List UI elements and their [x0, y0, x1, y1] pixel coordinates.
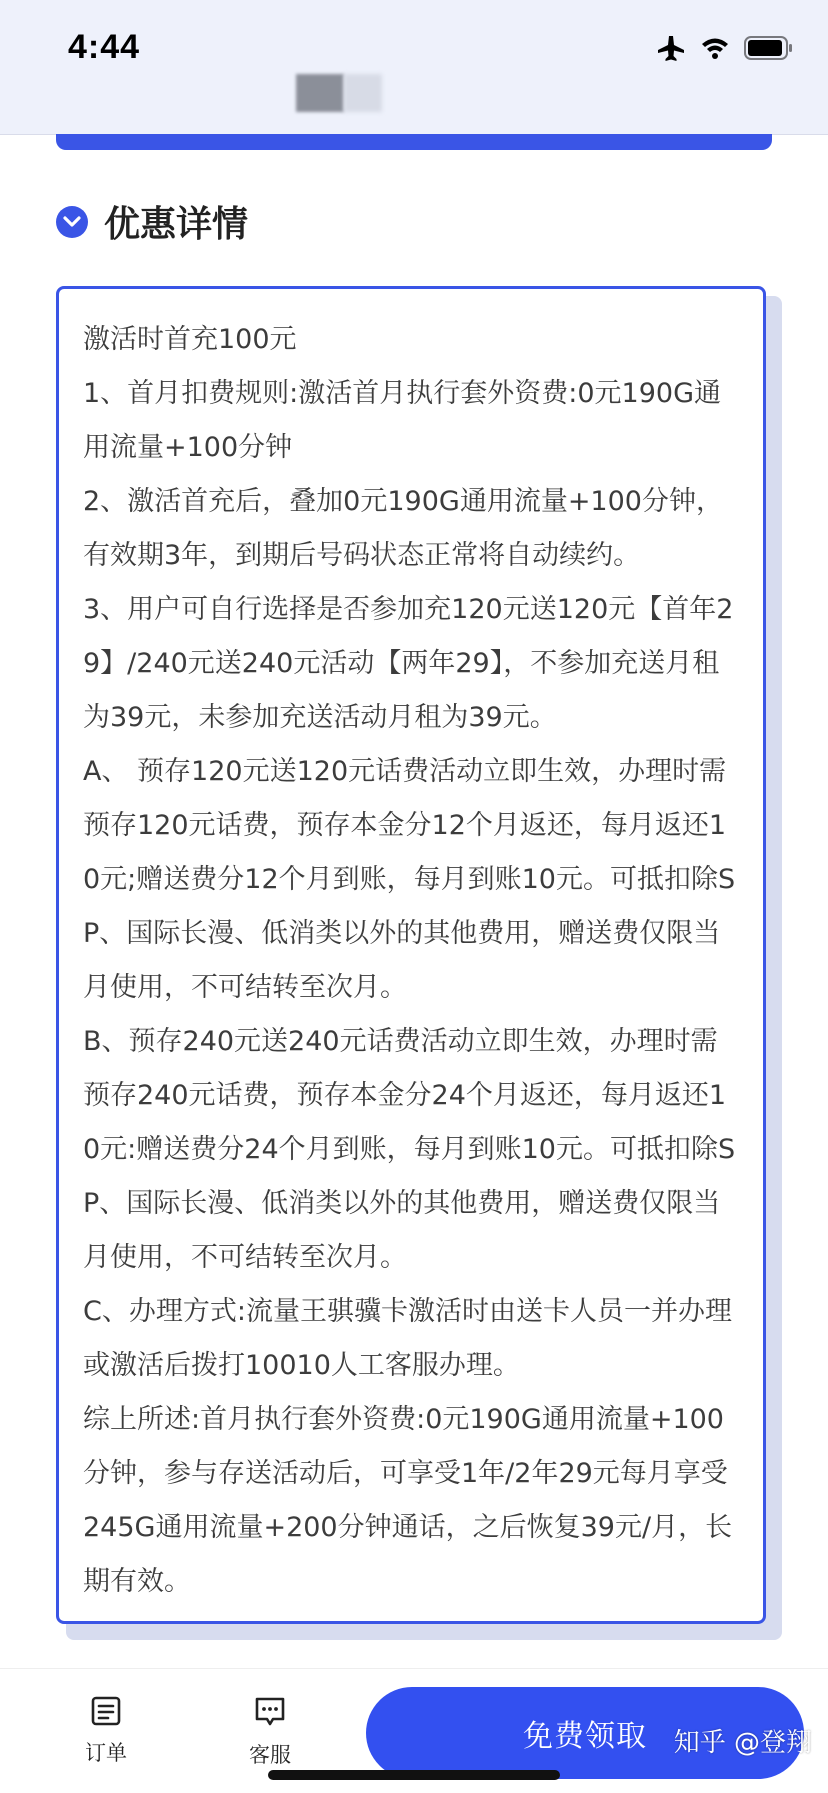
airplane-icon — [656, 34, 686, 66]
status-icons — [656, 34, 794, 66]
top-header — [0, 0, 828, 135]
tab-order-label: 订单 — [85, 1741, 127, 1765]
details-paragraph: 激活时首充100元 — [83, 324, 297, 355]
customer-service-icon — [253, 1695, 287, 1733]
tab-customer-service-label: 客服 — [249, 1743, 291, 1767]
details-paragraph: B、预存240元送240元话费活动立即生效，办理时需预存240元话费，预存本金分24个月返还，每月返还10元:赠送费分24个月到账，每月到账10元。可抵扣除SP、国际长漫、低消类以外的其他费用，赠送费仅限当月使用，不可结转至次月。 — [83, 1026, 736, 1273]
section-header — [56, 196, 248, 247]
status-time: 4:44 — [68, 28, 141, 66]
details-paragraph: 1、首月扣费规则:激活首月执行套外资费:0元190G通用流量+100分钟 — [83, 378, 722, 463]
previous-button-edge[interactable] — [56, 134, 772, 150]
wifi-icon — [700, 36, 730, 64]
details-box — [56, 286, 766, 1624]
details-paragraph: 综上所述:首月执行套外资费:0元190G通用流量+100分钟，参与存送活动后，可享受1年/2年29元每月享受245G通用流量+200分钟通话，之后恢复39元/月，长期有效。 — [83, 1404, 733, 1597]
tab-customer-service[interactable] — [230, 1695, 310, 1769]
chevron-down-icon — [56, 206, 88, 238]
details-paragraph: C、办理方式:流量王骐骥卡激活时由送卡人员一并办理或激活后拨打10010人工客服办理。 — [83, 1296, 732, 1381]
header-title-redacted — [296, 74, 382, 112]
details-paragraph: 2、激活首充后，叠加0元190G通用流量+100分钟，有效期3年，到期后号码状态正常将自动续约。 — [83, 486, 723, 571]
details-panel — [56, 286, 772, 1624]
tab-order[interactable] — [66, 1695, 146, 1767]
home-indicator[interactable] — [268, 1770, 560, 1780]
watermark: 知乎 @登翔 — [673, 1728, 812, 1758]
free-claim-button[interactable]: 免费领取 — [366, 1687, 804, 1779]
details-paragraph: A、 预存120元送120元话费活动立即生效，办理时需预存120元话费，预存本金分12个月返还，每月返还10元;赠送费分12个月到账，每月到账10元。可抵扣除SP、国际长漫、低消类以外的其他费用，赠送费仅限当月使用，不可结转至次月。 — [83, 756, 736, 1003]
details-paragraph: 3、用户可自行选择是否参加充120元送120元【首年29】/240元送240元活动【两年29】，不参加充送月租为39元，未参加充送活动月租为39元。 — [83, 594, 734, 733]
battery-icon — [744, 35, 794, 65]
order-icon — [90, 1695, 122, 1731]
section-title: 优惠详情 — [104, 204, 249, 245]
